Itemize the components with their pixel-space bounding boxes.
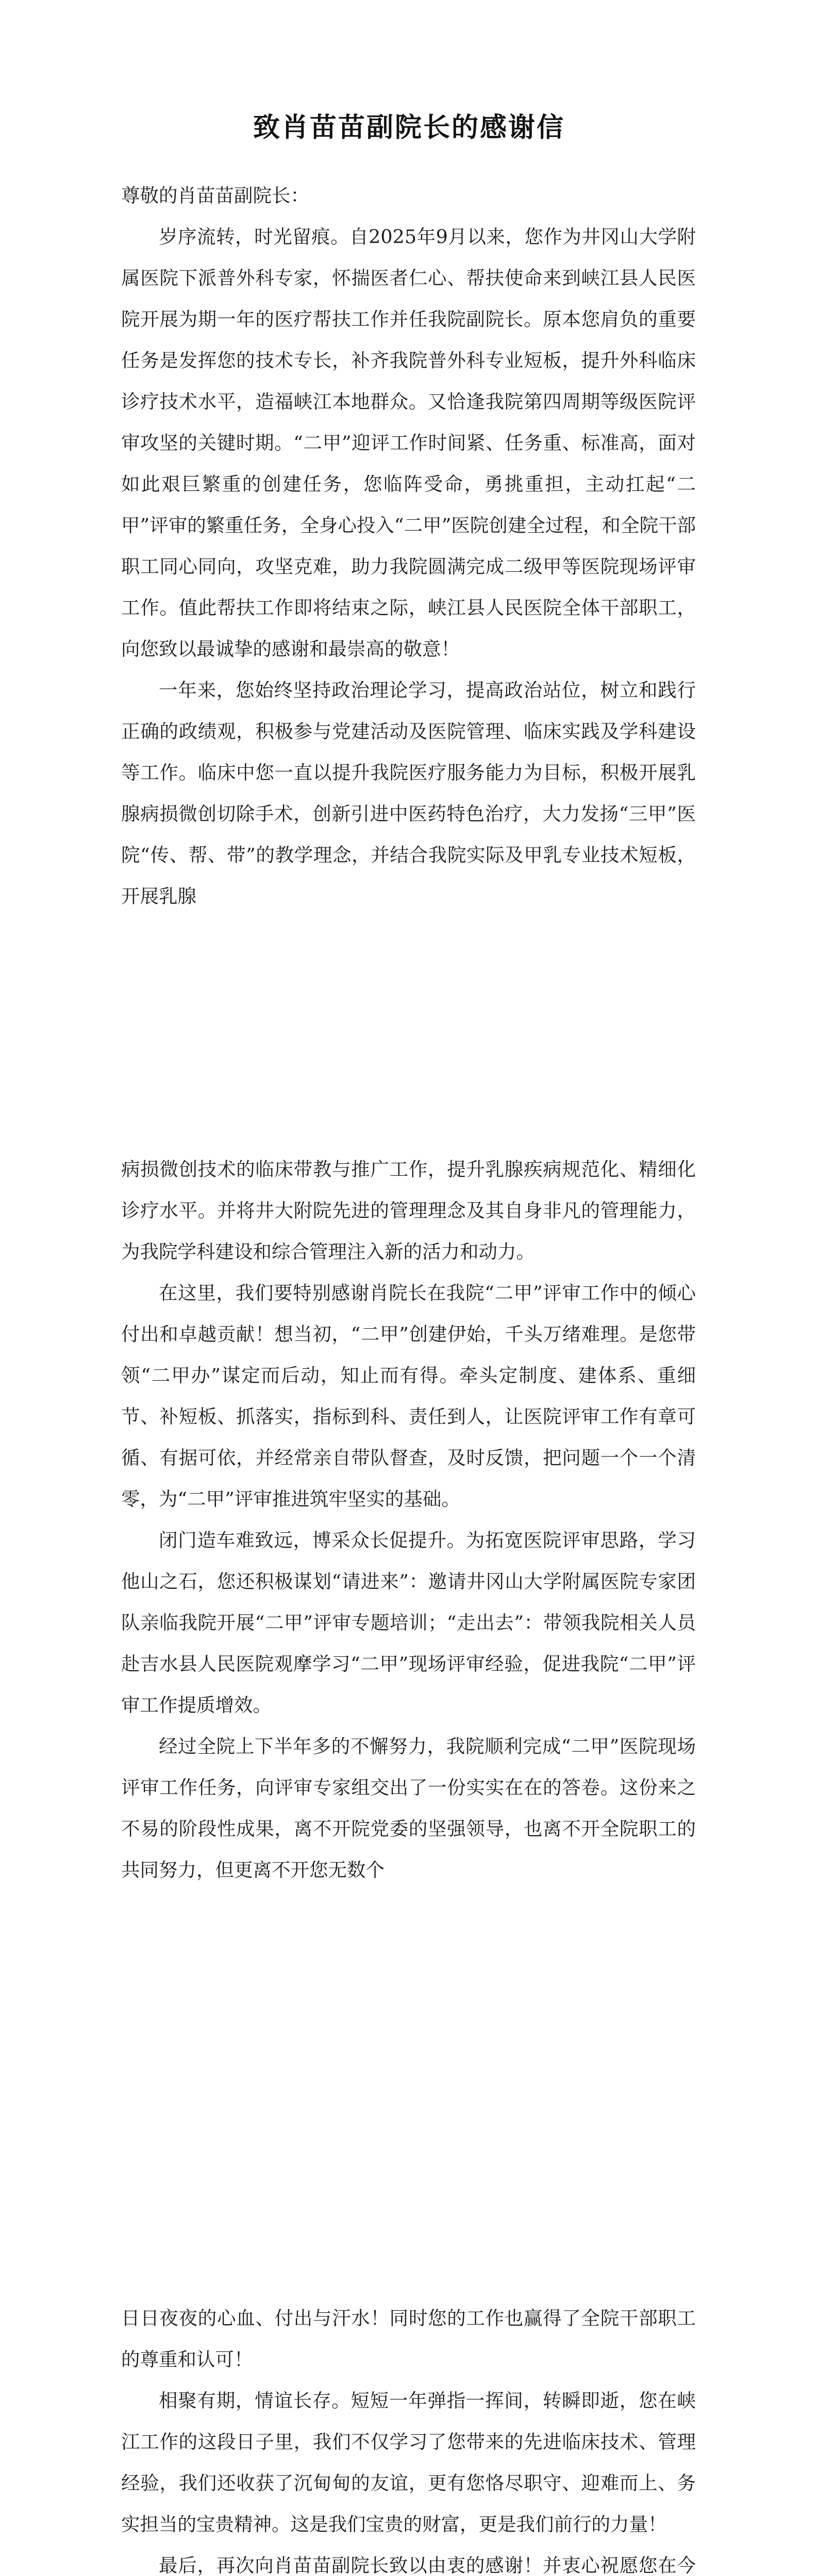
paragraph: 一年来，您始终坚持政治理论学习，提高政治站位，树立和践行正确的政绩观，积极参与党建活动及医院管理、临床实践及学科建设等工作。临床中您一直以提升我院医疗服务能力为目标，积极开展乳腺病损微创切除手术，创新引进中医药特色治疗，大力发扬“三甲”医院“传、帮、带”的教学理念，并结合我院实际及甲乳专业技术短板，开展乳腺 — [121, 679, 696, 907]
paragraph: 闭门造车难致远，博采众长促提升。为拓宽医院评审思路，学习他山之石，您还积极谋划“请进来”：邀请井冈山大学附属医院专家团队亲临我院开展“二甲”评审专题培训；“走出去”：带领我院相关人员赴吉水县人民医院观摩学习“二甲”现场评审经验，促进我院“二甲”评审工作提质增效。 — [121, 1529, 696, 1716]
letter-body-part-1 — [121, 175, 696, 917]
paragraph: 最后，再次向肖苗苗副院长致以由衷的感谢！并衷心祝愿您在今 — [159, 2554, 696, 2576]
letter-page-2 — [0, 1149, 818, 2298]
paragraph: 岁序流转，时光留痕。自2025年9月以来，您作为井冈山大学附属医院下派普外科专家，怀揣医者仁心、帮扶使命来到峡江县人民医院开展为期一年的医疗帮扶工作并任我院副院长。原本您肩负的重要任务是发挥您的技术专长，补齐我院普外科专业短板，提升外科临床诊疗技术水平，造福峡江本地群众。又恰逢我院第四周期等级医院评审攻坚的关键时期。“二甲”迎评工作时间紧、任务重、标准高，面对如此艰巨繁重的创建任务，您临阵受命，勇挑重担，主动扛起“二甲”评审的繁重任务，全身心投入“二甲”医院创建全过程，和全院干部职工同心同向，攻坚克难，助力我院圆满完成二级甲等医院现场评审工作。值此帮扶工作即将结束之际，峡江县人民医院全体干部职工，向您致以最诚挚的感谢和最崇高的敬意！ — [121, 226, 696, 660]
paragraph: 相聚有期，情谊长存。短短一年弹指一挥间，转瞬即逝，您在峡江工作的这段日子里，我们不仅学习了您带来的先进临床技术、管理经验，我们还收获了沉甸甸的友谊，更有您恪尽职守、迎难而上、务实担当的宝贵精神。这是我们宝贵的财富，更是我们前行的力量！ — [121, 2389, 696, 2535]
letter-title: 致肖苗苗副院长的感谢信 — [253, 112, 565, 143]
letter-page-1 — [0, 0, 818, 1149]
letter-body-part-3 — [121, 2298, 696, 2576]
letter-page-3 — [0, 2298, 818, 2576]
paragraph-continued: 日日夜夜的心血、付出与汗水！同时您的工作也赢得了全院干部职工的尊重和认可！ — [121, 2307, 696, 2370]
salutation: 尊敬的肖苗苗副院长： — [121, 184, 309, 207]
letter-body-part-2 — [121, 1149, 696, 1891]
paragraph: 在这里，我们要特别感谢肖院长在我院“二甲”评审工作中的倾心付出和卓越贡献！想当初，“二甲”创建伊始，千头万绪难理。是您带领“二甲办”谋定而后动，知止而有得。牵头定制度、建体系、重细节、补短板、抓落实，指标到科、责任到人，让医院评审工作有章可循、有据可依，并经常亲自带队督查，及时反馈，把问题一个一个清零，为“二甲”评审推进筑牢坚实的基础。 — [121, 1282, 696, 1510]
paragraph-continued: 病损微创技术的临床带教与推广工作，提升乳腺疾病规范化、精细化诊疗水平。并将井大附院先进的管理理念及其自身非凡的管理能力，为我院学科建设和综合管理注入新的活力和动力。 — [121, 1158, 696, 1263]
paragraph: 经过全院上下半年多的不懈努力，我院顺利完成“二甲”医院现场评审工作任务，向评审专家组交出了一份实实在在的答卷。这份来之不易的阶段性成果，离不开院党委的坚强领导，也离不开全院职工的共同努力，但更离不开您无数个 — [121, 1735, 696, 1881]
